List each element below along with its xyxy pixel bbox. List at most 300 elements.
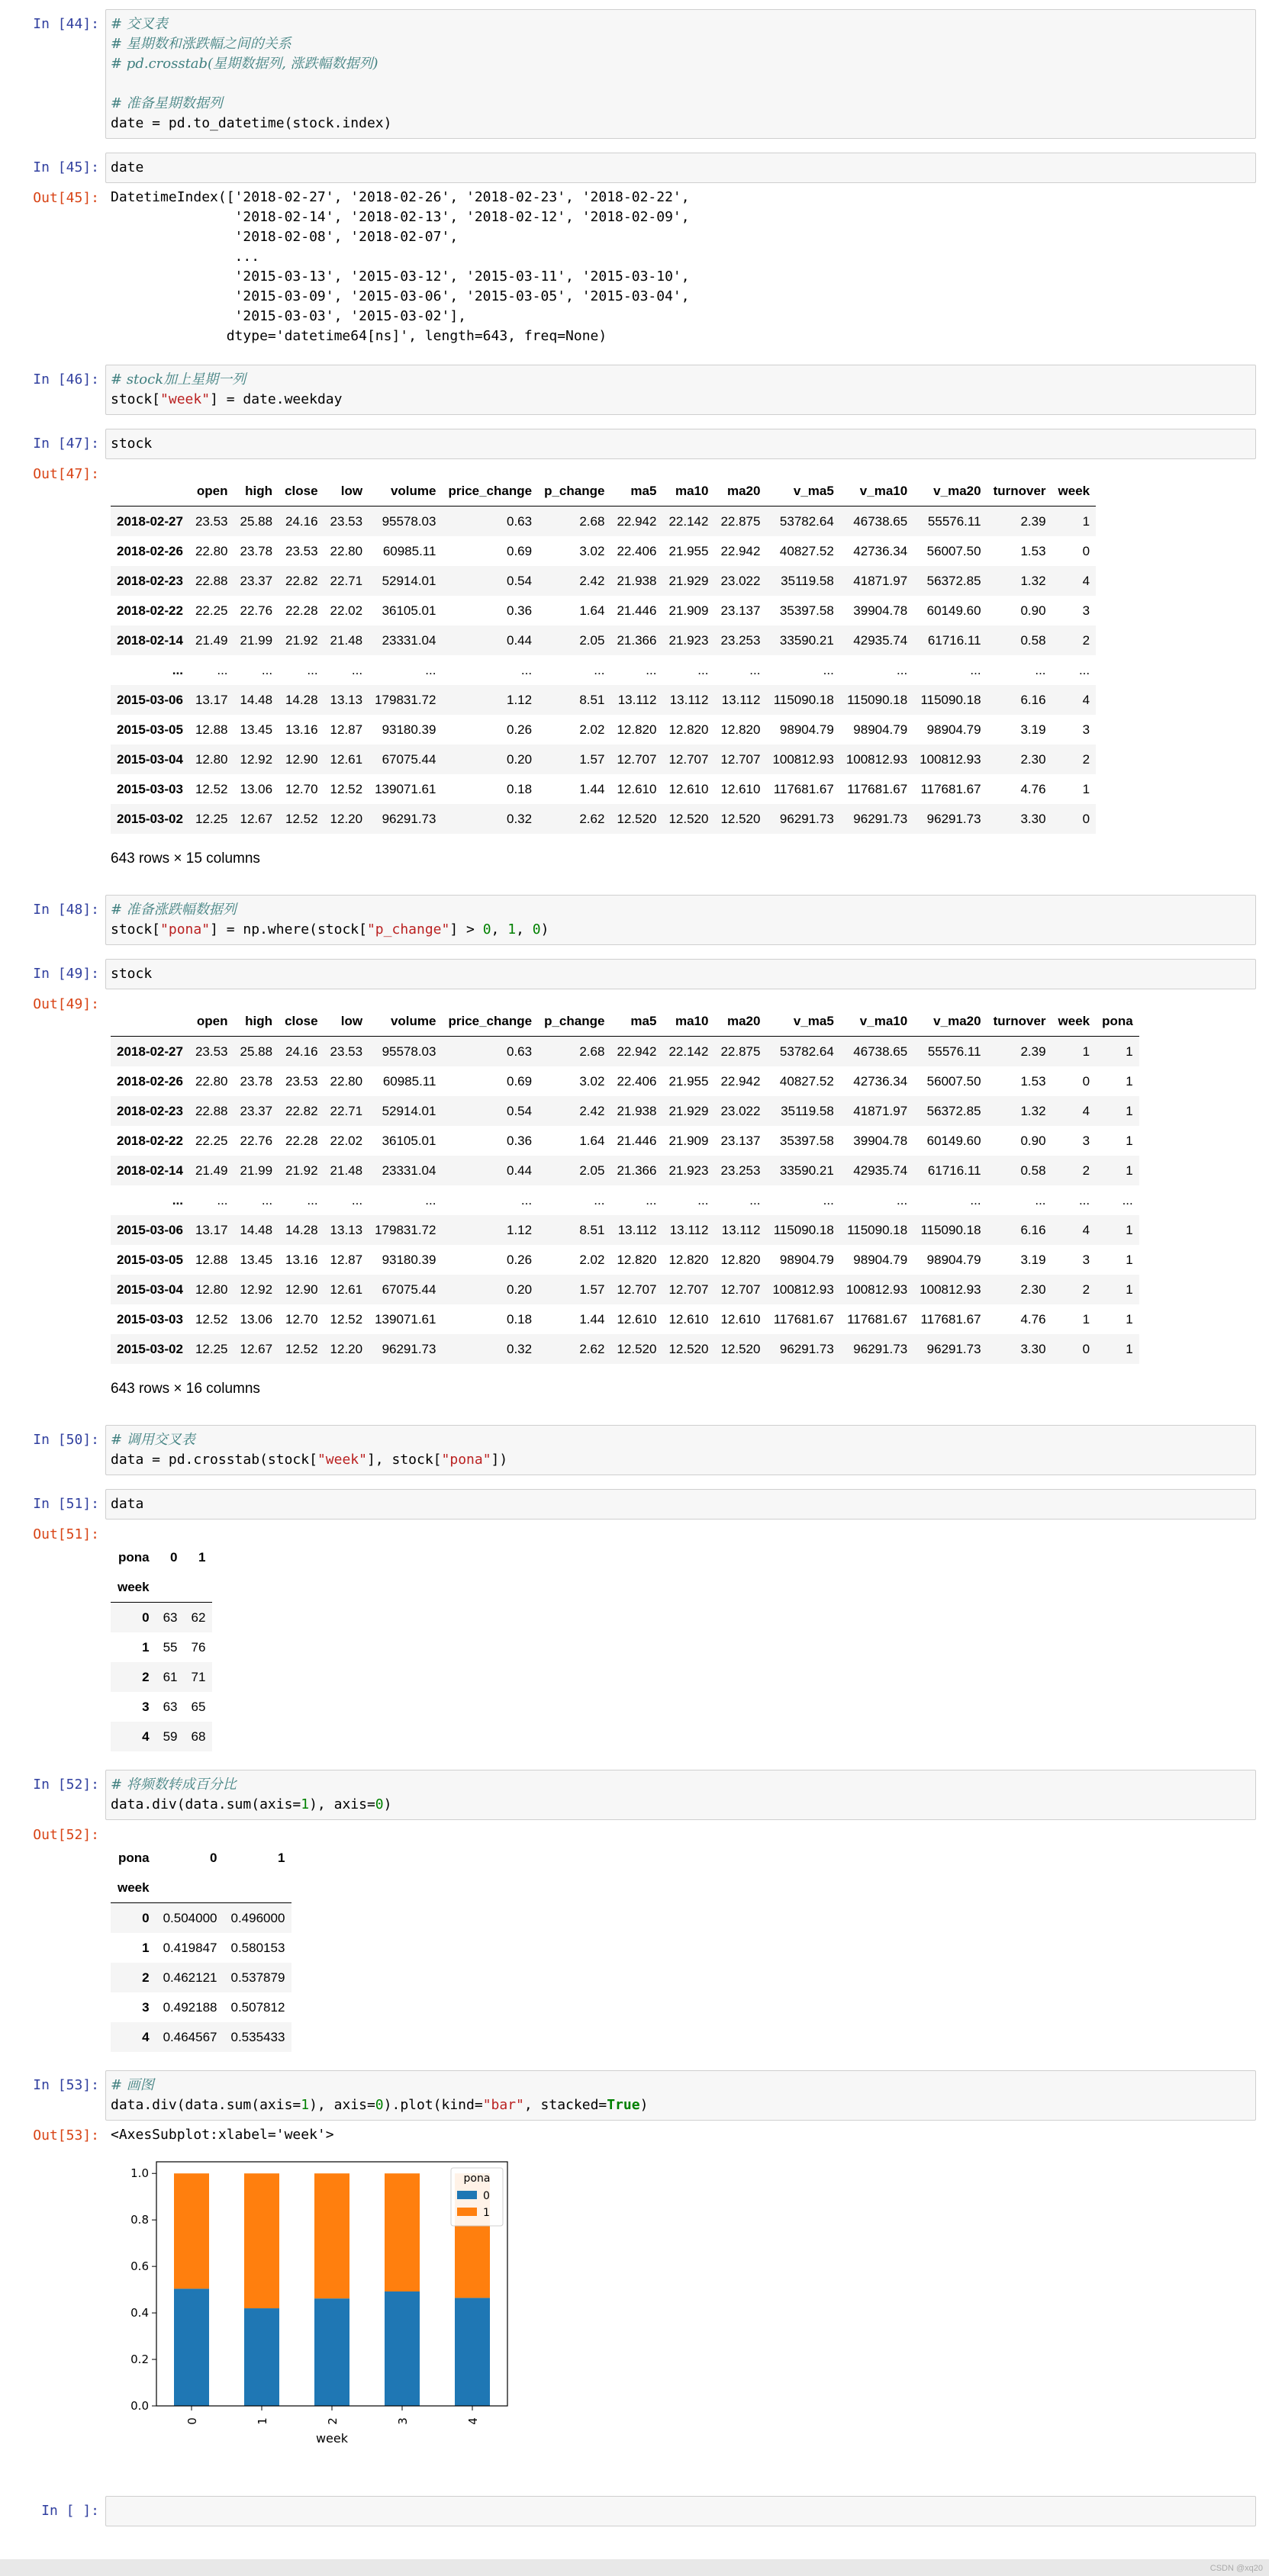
table-cell: 4 xyxy=(1082,1222,1090,1237)
code-cell-53[interactable] xyxy=(0,2070,1269,2121)
column-header: close xyxy=(279,476,324,507)
table-row xyxy=(111,1245,1139,1275)
table-cell: 23.137 xyxy=(720,1133,761,1148)
table-cell: 21.923 xyxy=(668,632,709,648)
table-cell: 55 xyxy=(163,1639,178,1655)
table-row xyxy=(111,2022,291,2052)
code-cell-empty[interactable] xyxy=(0,2496,1269,2526)
table-cell: 117681.67 xyxy=(847,781,908,796)
table-cell: 0.44 xyxy=(506,1163,533,1178)
table-cell: 12.67 xyxy=(240,811,273,826)
table-cell: 22.942 xyxy=(720,543,761,558)
table-cell: 52914.01 xyxy=(382,1103,436,1118)
crosstab-output xyxy=(105,1526,1256,1756)
table-cell: 21.955 xyxy=(668,1073,709,1089)
table-cell: 3.19 xyxy=(1020,722,1046,737)
axes-repr: <AxesSubplot:xlabel='week'> xyxy=(111,2127,334,2143)
table-cell: 22.80 xyxy=(195,543,228,558)
table-cell: 35397.58 xyxy=(779,1133,834,1148)
table-cell: 3.19 xyxy=(1020,1252,1046,1267)
table-cell: 115090.18 xyxy=(773,692,834,707)
table-cell: ... xyxy=(1035,1192,1046,1208)
table-cell: 0 xyxy=(1082,543,1090,558)
table-cell: 36105.01 xyxy=(382,1133,436,1148)
code-editor[interactable] xyxy=(105,153,1256,183)
table-cell: ... xyxy=(1122,1192,1133,1208)
code-token: stock[ xyxy=(111,921,161,937)
code-comment: # stock加上星期一列 xyxy=(111,371,246,388)
table-cell: ... xyxy=(697,662,709,677)
input-prompt: In [47]: xyxy=(33,436,99,452)
y-tick-label: 1.0 xyxy=(130,2166,149,2181)
code-string: "p_change" xyxy=(366,921,450,937)
bottom-scrollbar[interactable] xyxy=(0,2559,1269,2576)
table-cell: 22.406 xyxy=(617,543,657,558)
table-cell: 21.955 xyxy=(668,543,709,558)
plot-output xyxy=(105,2121,1256,2482)
table-cell: 13.45 xyxy=(240,1252,273,1267)
table-cell: 1 xyxy=(1082,513,1090,529)
table-cell: 0.58 xyxy=(1020,632,1046,648)
output-cell-51 xyxy=(0,1520,1269,1756)
x-tick-label: 1 xyxy=(256,2417,269,2425)
y-tick-label: 0.0 xyxy=(130,2399,149,2413)
column-header: high xyxy=(234,1006,279,1037)
table-cell: 42736.34 xyxy=(853,1073,908,1089)
code-editor[interactable] xyxy=(105,365,1256,415)
table-cell: 8.51 xyxy=(579,692,605,707)
table-cell: 1 xyxy=(1126,1282,1133,1297)
code-editor[interactable] xyxy=(105,9,1256,139)
table-cell: ... xyxy=(1078,662,1090,677)
table-cell: 96291.73 xyxy=(382,1341,436,1356)
row-index: 2 xyxy=(142,1669,150,1684)
table-cell: 2.62 xyxy=(579,811,605,826)
input-prompt: In [52]: xyxy=(33,1777,99,1793)
table-row xyxy=(111,596,1096,626)
input-prompt: In [49]: xyxy=(33,966,99,982)
table-cell: 12.610 xyxy=(617,781,657,796)
code-string: "pona" xyxy=(160,921,211,937)
code-cell-44[interactable] xyxy=(0,9,1269,139)
code-cell-52[interactable] xyxy=(0,1770,1269,1820)
table-cell: 2 xyxy=(1082,632,1090,648)
column-header: open xyxy=(189,476,234,507)
table-cell: 23.53 xyxy=(285,1073,318,1089)
table-cell: 117681.67 xyxy=(920,781,981,796)
table-cell: 21.938 xyxy=(617,1103,657,1118)
table-cell: 33590.21 xyxy=(779,1163,834,1178)
table-cell: 0.20 xyxy=(506,1282,533,1297)
table-cell: 1.53 xyxy=(1020,1073,1046,1089)
table-cell: 23.022 xyxy=(720,1103,761,1118)
column-header: price_change xyxy=(442,1006,538,1037)
table-cell: 56007.50 xyxy=(926,1073,981,1089)
table-row xyxy=(111,507,1096,537)
output-cell-45 xyxy=(0,183,1269,351)
index-header-cell xyxy=(111,476,189,507)
legend-label: 0 xyxy=(483,2190,490,2202)
table-cell: 23.022 xyxy=(720,573,761,588)
index-header-cell xyxy=(111,1006,189,1037)
table-cell: ... xyxy=(749,1192,761,1208)
table-cell: 46738.65 xyxy=(853,1044,908,1059)
column-header: turnover xyxy=(987,476,1052,507)
table-cell: 12.25 xyxy=(195,811,228,826)
code-token: , xyxy=(491,921,508,937)
table-cell: 1 xyxy=(1126,1103,1133,1118)
blank-header xyxy=(185,1572,213,1603)
table-cell: 1.32 xyxy=(1020,1103,1046,1118)
stock-dataframe-table xyxy=(111,476,1096,834)
table-row xyxy=(111,1215,1139,1245)
table-cell: 39904.78 xyxy=(853,603,908,618)
code-cell-51[interactable] xyxy=(0,1489,1269,1520)
code-comment: # 准备涨跌幅数据列 xyxy=(111,902,237,918)
bar-segment-week1-pona1 xyxy=(244,2173,279,2308)
empty-code-editor[interactable] xyxy=(105,2496,1256,2526)
index-name: week xyxy=(111,1873,156,1903)
table-cell: 1.32 xyxy=(1020,573,1046,588)
table-cell: 0.507812 xyxy=(230,1999,285,2015)
table-cell: 60985.11 xyxy=(382,543,436,558)
dataframe-shape: 643 rows × 16 columns xyxy=(111,1381,260,1397)
datetime-index-output: DatetimeIndex(['2018-02-27', '2018-02-26', '2018-02-23', '2018-02-22', '2018-02-14', '2018-02-13', '2018-02-12', '2018-02-09', '2018-02-08', '2018-02-07', ... '2015-03-13', '2015-03-12', '2015-03-11', '2015-03-10', '2015-03-09', '2015-03-06', '2015-03-05', '2015-03-04', '2015-03-03', '2015-03-02'], dtype='datetime64[ns]', length=643, freq=None) xyxy=(111,189,690,344)
table-cell: 2.39 xyxy=(1020,513,1046,529)
table-cell: 12.67 xyxy=(240,1341,273,1356)
code-token: ).plot(kind= xyxy=(383,2097,483,2113)
table-cell: 42935.74 xyxy=(853,1163,908,1178)
table-cell: 2.30 xyxy=(1020,751,1046,767)
column-header: v_ma20 xyxy=(913,1006,987,1037)
table-cell: 42935.74 xyxy=(853,632,908,648)
column-header: week xyxy=(1052,1006,1097,1037)
stacked-bar-chart xyxy=(111,2151,538,2471)
table-cell: ... xyxy=(823,662,834,677)
table-cell: 12.520 xyxy=(617,1341,657,1356)
table-cell: ... xyxy=(425,662,436,677)
table-row xyxy=(111,1662,212,1692)
table-cell: 96291.73 xyxy=(382,811,436,826)
output-cell-53 xyxy=(0,2121,1269,2482)
code-number: 0 xyxy=(482,921,491,937)
table-cell: 52914.01 xyxy=(382,573,436,588)
column-header: 0 xyxy=(170,1549,178,1565)
table-cell: 2.30 xyxy=(1020,1282,1046,1297)
table-cell: 98904.79 xyxy=(779,722,834,737)
table-cell: 22.76 xyxy=(240,1133,273,1148)
code-cell-48[interactable] xyxy=(0,895,1269,945)
table-cell: 12.52 xyxy=(285,1341,318,1356)
table-cell: 22.80 xyxy=(195,1073,228,1089)
code-comment: # pd.crosstab(星期数据列, 涨跌幅数据列) xyxy=(111,56,378,72)
table-cell: 22.25 xyxy=(195,1133,228,1148)
table-row xyxy=(111,1933,291,1963)
table-row xyxy=(111,1096,1139,1126)
table-row xyxy=(111,655,1096,685)
table-cell: 13.112 xyxy=(617,1222,657,1237)
table-row xyxy=(111,1275,1139,1304)
row-index: ... xyxy=(172,1192,183,1208)
code-editor[interactable] xyxy=(105,1425,1256,1475)
code-cell-49[interactable] xyxy=(0,959,1269,989)
code-editor[interactable] xyxy=(105,2070,1256,2121)
table-cell: 23.78 xyxy=(240,543,273,558)
bar-segment-week2-pona1 xyxy=(314,2173,349,2298)
table-cell: ... xyxy=(897,1192,908,1208)
row-index: 2015-03-05 xyxy=(117,722,183,737)
column-header: pona xyxy=(1096,1006,1139,1037)
table-row xyxy=(111,1963,291,1992)
code-token: ] = np.where(stock[ xyxy=(210,921,367,937)
code-string: "week" xyxy=(160,391,211,407)
table-cell: 1 xyxy=(1082,1044,1090,1059)
table-cell: 12.520 xyxy=(720,1341,761,1356)
table-cell: 23.53 xyxy=(285,543,318,558)
table-cell: 1.64 xyxy=(579,1133,605,1148)
table-cell: 21.48 xyxy=(330,632,363,648)
row-index: ... xyxy=(172,662,183,677)
table-cell: 4.76 xyxy=(1020,781,1046,796)
column-header: week xyxy=(1052,476,1097,507)
code-token: ] > xyxy=(449,921,483,937)
row-index: 1 xyxy=(142,1639,150,1655)
table-cell: 96291.73 xyxy=(926,1341,981,1356)
table-cell: 21.49 xyxy=(195,632,228,648)
x-tick-label: 3 xyxy=(396,2417,410,2425)
table-cell: 3.02 xyxy=(579,543,605,558)
table-cell: 3 xyxy=(1082,722,1090,737)
table-cell: 0.54 xyxy=(506,1103,533,1118)
table-cell: 2.68 xyxy=(579,1044,605,1059)
table-cell: 13.45 xyxy=(240,722,273,737)
table-cell: 22.02 xyxy=(330,1133,363,1148)
table-cell: 100812.93 xyxy=(920,751,981,767)
row-index: 2015-03-05 xyxy=(117,1252,183,1267)
column-header: ma10 xyxy=(662,476,714,507)
code-token: ) xyxy=(639,2097,649,2113)
table-cell: 23.53 xyxy=(330,513,363,529)
table-cell: ... xyxy=(897,662,908,677)
column-header: volume xyxy=(369,476,442,507)
table-cell: 22.76 xyxy=(240,603,273,618)
column-header: price_change xyxy=(442,476,538,507)
y-tick-label: 0.6 xyxy=(130,2259,149,2274)
table-cell: 139071.61 xyxy=(375,781,436,796)
table-cell: 0.44 xyxy=(506,632,533,648)
column-header: ma20 xyxy=(714,1006,766,1037)
table-cell: ... xyxy=(970,662,981,677)
x-tick-label: 4 xyxy=(466,2417,480,2425)
table-row xyxy=(111,1903,291,1934)
row-index: 2015-03-06 xyxy=(117,1222,183,1237)
dataframe-output xyxy=(105,989,1256,1411)
table-cell: ... xyxy=(749,662,761,677)
row-index: 2 xyxy=(142,1970,150,1985)
code-editor[interactable] xyxy=(105,1770,1256,1820)
output-prompt: Out[53]: xyxy=(33,2127,99,2143)
table-row xyxy=(111,1156,1139,1185)
table-cell: 0.18 xyxy=(506,781,533,796)
table-cell: 0.20 xyxy=(506,751,533,767)
input-prompt: In [44]: xyxy=(33,16,99,32)
table-cell: 12.61 xyxy=(330,751,363,767)
legend-swatch xyxy=(457,2191,477,2199)
row-index: 2018-02-27 xyxy=(117,1044,183,1059)
legend-swatch xyxy=(457,2208,477,2216)
table-cell: 12.610 xyxy=(668,781,709,796)
table-cell: 12.820 xyxy=(668,722,709,737)
table-cell: 12.90 xyxy=(285,1282,318,1297)
code-line: date xyxy=(111,159,144,175)
table-row xyxy=(111,1185,1139,1215)
code-editor[interactable] xyxy=(105,895,1256,945)
table-cell: 46738.65 xyxy=(853,513,908,529)
table-cell: 179831.72 xyxy=(375,692,436,707)
table-cell: 1 xyxy=(1126,1311,1133,1327)
table-cell: 25.88 xyxy=(240,513,273,529)
table-cell: 96291.73 xyxy=(853,811,908,826)
table-cell: 12.707 xyxy=(720,751,761,767)
code-cell-47[interactable] xyxy=(0,429,1269,459)
table-cell: 12.520 xyxy=(668,811,709,826)
table-cell: 13.112 xyxy=(669,692,709,707)
code-cell-46[interactable] xyxy=(0,365,1269,415)
table-cell: 14.28 xyxy=(285,1222,318,1237)
table-cell: 12.80 xyxy=(195,1282,228,1297)
table-cell: 12.92 xyxy=(240,751,273,767)
table-cell: 117681.67 xyxy=(920,1311,981,1327)
code-comment: # 将频数转成百分比 xyxy=(111,1777,237,1793)
table-cell: 63 xyxy=(163,1699,178,1714)
table-cell: 0 xyxy=(1082,1073,1090,1089)
table-cell: 12.52 xyxy=(285,811,318,826)
column-header: low xyxy=(324,1006,369,1037)
table-cell: 23.53 xyxy=(330,1044,363,1059)
table-cell: 56372.85 xyxy=(926,573,981,588)
table-cell: 12.820 xyxy=(617,1252,657,1267)
code-number: 1 xyxy=(507,921,517,937)
code-cell-50[interactable] xyxy=(0,1425,1269,1475)
table-cell: 61 xyxy=(163,1669,178,1684)
bar-segment-week2-pona0 xyxy=(314,2298,349,2406)
table-cell: 1.57 xyxy=(579,1282,605,1297)
table-cell: 12.52 xyxy=(195,1311,228,1327)
table-cell: 1 xyxy=(1082,1311,1090,1327)
input-prompt: In [53]: xyxy=(33,2077,99,2093)
table-cell: 100812.93 xyxy=(845,1282,908,1297)
column-header: low xyxy=(324,476,369,507)
table-cell: 55576.11 xyxy=(927,1044,981,1059)
column-header: p_change xyxy=(538,476,610,507)
table-cell: 1 xyxy=(1126,1044,1133,1059)
code-editor[interactable] xyxy=(105,959,1256,989)
table-cell: 12.90 xyxy=(285,751,318,767)
table-cell: 2.42 xyxy=(579,1103,605,1118)
table-cell: 22.71 xyxy=(330,1103,363,1118)
table-cell: 23.137 xyxy=(720,603,761,618)
table-cell: 12.610 xyxy=(720,781,761,796)
bar-segment-week1-pona0 xyxy=(244,2308,279,2406)
table-cell: 12.61 xyxy=(330,1282,363,1297)
table-cell: 96291.73 xyxy=(926,811,981,826)
table-cell: 22.28 xyxy=(285,1133,318,1148)
table-cell: 12.707 xyxy=(668,1282,709,1297)
table-cell: ... xyxy=(425,1192,436,1208)
code-token: ], stock[ xyxy=(366,1452,442,1468)
bar-segment-week4-pona0 xyxy=(455,2298,490,2406)
table-cell: 22.28 xyxy=(285,603,318,618)
stock-dataframe-table xyxy=(111,1006,1139,1364)
code-editor[interactable] xyxy=(105,1489,1256,1520)
table-cell: 53782.64 xyxy=(779,1044,834,1059)
table-row xyxy=(111,1304,1139,1334)
column-header: v_ma10 xyxy=(840,1006,913,1037)
code-token: data = pd.crosstab(stock[ xyxy=(111,1452,317,1468)
table-cell: ... xyxy=(217,662,228,677)
table-cell: 12.707 xyxy=(617,1282,657,1297)
output-prompt: Out[52]: xyxy=(33,1827,99,1843)
table-row xyxy=(111,744,1096,774)
table-cell: 3 xyxy=(1082,1252,1090,1267)
table-cell: 60149.60 xyxy=(926,603,981,618)
column-header: v_ma5 xyxy=(766,1006,839,1037)
table-cell: 61716.11 xyxy=(927,1163,981,1178)
table-row xyxy=(111,1992,291,2022)
table-cell: 95578.03 xyxy=(382,513,436,529)
bar-segment-week0-pona1 xyxy=(174,2173,209,2288)
table-cell: 8.51 xyxy=(579,1222,605,1237)
table-cell: 35119.58 xyxy=(781,1103,834,1118)
table-row xyxy=(111,774,1096,804)
code-editor[interactable] xyxy=(105,429,1256,459)
table-cell: 2 xyxy=(1082,1282,1090,1297)
column-header: 1 xyxy=(277,1850,285,1865)
table-cell: 1.44 xyxy=(579,1311,605,1327)
table-cell: 23.53 xyxy=(195,1044,228,1059)
table-cell: 22.25 xyxy=(195,603,228,618)
table-cell: 12.70 xyxy=(285,1311,318,1327)
table-cell: ... xyxy=(261,662,273,677)
column-header: close xyxy=(279,1006,324,1037)
table-cell: 12.70 xyxy=(285,781,318,796)
table-cell: 14.48 xyxy=(240,1222,273,1237)
table-cell: 71 xyxy=(191,1669,206,1684)
table-cell: 22.02 xyxy=(330,603,363,618)
table-cell: 12.610 xyxy=(617,1311,657,1327)
table-cell: 4 xyxy=(1082,692,1090,707)
code-cell-45[interactable] xyxy=(0,153,1269,183)
table-cell: 0.26 xyxy=(506,1252,533,1267)
table-row xyxy=(111,566,1096,596)
table-cell: 21.909 xyxy=(668,1133,709,1148)
table-cell: ... xyxy=(646,1192,657,1208)
code-token: data.div(data.sum(axis= xyxy=(111,1796,301,1812)
table-cell: 12.88 xyxy=(195,1252,228,1267)
table-cell: ... xyxy=(594,1192,605,1208)
table-cell: 0.63 xyxy=(506,1044,533,1059)
table-cell: ... xyxy=(351,662,363,677)
table-cell: 12.520 xyxy=(617,811,657,826)
table-cell: 12.52 xyxy=(330,781,363,796)
table-cell: 22.88 xyxy=(195,573,228,588)
row-index: 2018-02-14 xyxy=(117,632,183,648)
table-cell: 4 xyxy=(1082,573,1090,588)
table-cell: 13.13 xyxy=(330,1222,363,1237)
table-cell: 1 xyxy=(1082,781,1090,796)
table-cell: 21.92 xyxy=(285,632,318,648)
table-cell: 115090.18 xyxy=(920,692,981,707)
